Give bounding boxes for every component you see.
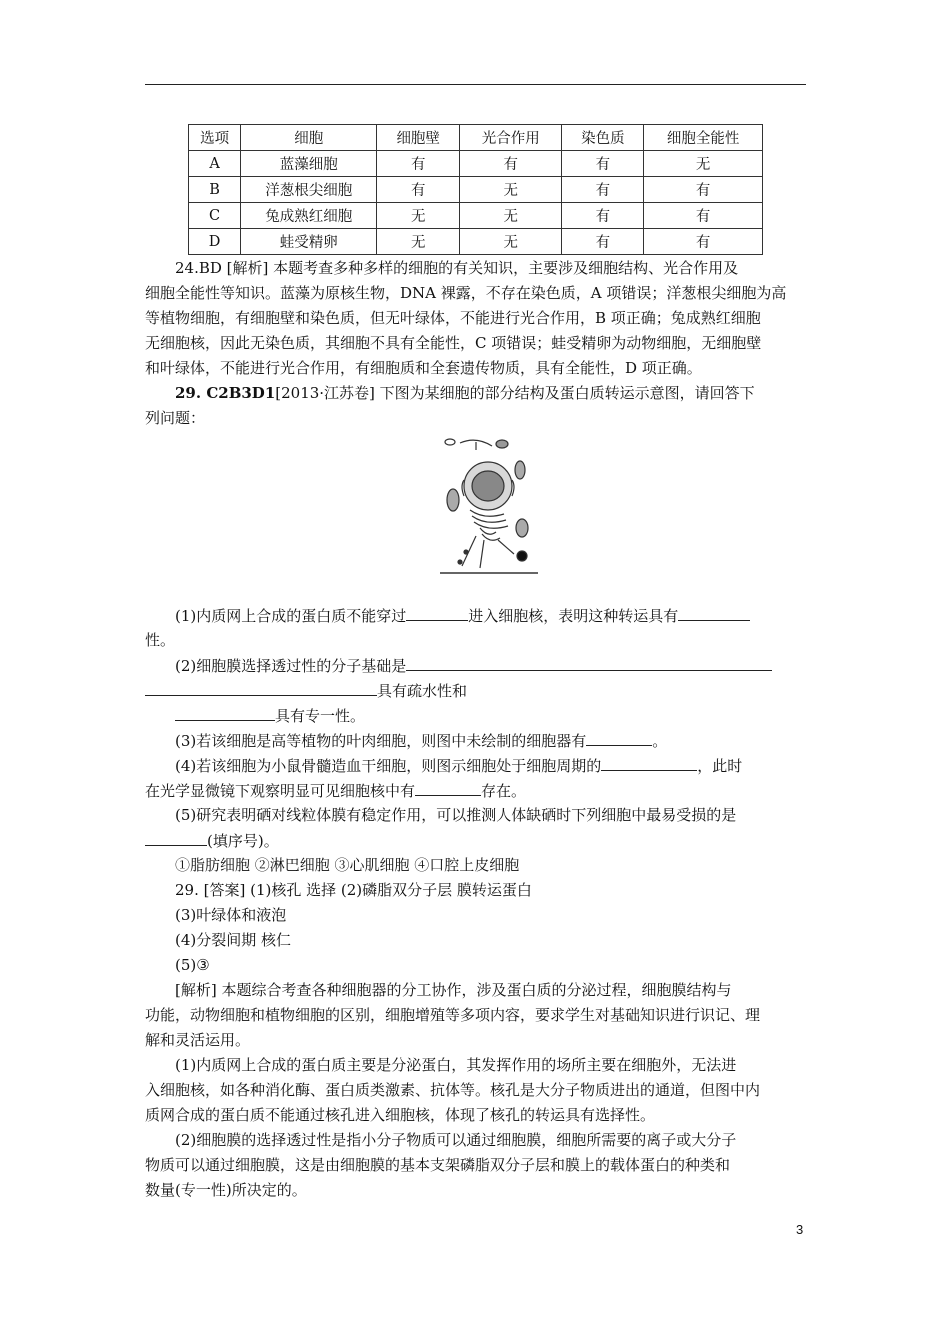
q29-sub4-text-d: 存在。 bbox=[481, 782, 527, 800]
mitochondrion-icon bbox=[447, 489, 459, 511]
q29-sub1-end: 性。 bbox=[145, 631, 176, 649]
table-header-cell: 选项 bbox=[189, 125, 241, 151]
q29-sub2-line2 bbox=[145, 678, 806, 704]
q29-sub4-text-b: ，此时 bbox=[697, 757, 743, 775]
table-cell: 有 bbox=[562, 151, 644, 177]
table-row bbox=[189, 151, 763, 177]
answer-line-4: (4)分裂间期 核仁 bbox=[175, 931, 292, 949]
table-cell: A bbox=[189, 151, 241, 177]
q29-code: 29. C2B3D1 bbox=[175, 384, 276, 402]
vesicle-icon bbox=[464, 550, 468, 554]
mitochondrion-icon bbox=[516, 519, 528, 537]
table-cell: 有 bbox=[460, 151, 562, 177]
q29-sub5: (5)研究表明硒对线粒体膜有稳定作用，可以推测人体缺硒时下列细胞中最易受损的是 bbox=[175, 806, 737, 824]
table-cell: 有 bbox=[644, 203, 763, 229]
answer-blank[interactable] bbox=[145, 828, 207, 846]
table-cell: 无 bbox=[460, 177, 562, 203]
answer-blank[interactable] bbox=[415, 778, 481, 796]
cell-protein-transport-diagram bbox=[440, 436, 538, 576]
q29-sub1-text-a: (1)内质网上合成的蛋白质不能穿过 bbox=[175, 607, 407, 625]
answer-blank[interactable] bbox=[145, 678, 377, 696]
q24-line-1: 24.BD [解析] 本题考查多种多样的细胞的有关知识，主要涉及细胞结构、光合作用及 bbox=[175, 259, 739, 277]
analysis-p1-line-3: 质网合成的蛋白质不能通过核孔进入细胞核，体现了核孔的转运具有选择性。 bbox=[145, 1106, 656, 1124]
table-header-cell: 细胞 bbox=[241, 125, 377, 151]
q29-stem-line-2: 列问题： bbox=[145, 409, 206, 427]
table-header-row bbox=[189, 125, 763, 151]
q29-sub1-text-b: 进入细胞核，表明这种转运具有 bbox=[468, 607, 679, 625]
golgi-apparatus-icon bbox=[470, 510, 508, 528]
comparison-table bbox=[188, 124, 763, 255]
answer-line-1: 29. [答案] (1)核孔 选择 (2)磷脂双分子层 膜转运蛋白 bbox=[175, 881, 532, 899]
analysis-p1-line-1: (1)内质网上合成的蛋白质主要是分泌蛋白，其发挥作用的场所主要在细胞外，无法进 bbox=[175, 1056, 737, 1074]
table-cell: 有 bbox=[562, 203, 644, 229]
table-cell: D bbox=[189, 229, 241, 255]
table-cell: 无 bbox=[460, 229, 562, 255]
table-row bbox=[189, 229, 763, 255]
q24-line-3: 等植物细胞，有细胞壁和染色质，但无叶绿体，不能进行光合作用，B 项正确；兔成熟红细胞 bbox=[145, 309, 761, 327]
table-cell: 无 bbox=[377, 229, 460, 255]
analysis-p2-line-1: (2)细胞膜的选择透过性是指小分子物质可以通过细胞膜，细胞所需要的离子或大分子 bbox=[175, 1131, 737, 1149]
golgi-stack-icon bbox=[480, 528, 500, 540]
q29-sub2-text-c: 具有专一性。 bbox=[275, 707, 366, 725]
q29-sub1 bbox=[145, 603, 806, 629]
table-cell: 蓝藻细胞 bbox=[241, 151, 377, 177]
answer-blank[interactable] bbox=[406, 653, 772, 671]
q29-sub3-end: 。 bbox=[652, 732, 668, 750]
table-cell: 有 bbox=[377, 177, 460, 203]
table-cell: B bbox=[189, 177, 241, 203]
table-row bbox=[189, 177, 763, 203]
secretory-granule-icon bbox=[517, 551, 527, 561]
answer-blank[interactable] bbox=[175, 703, 275, 721]
table-cell: 有 bbox=[644, 177, 763, 203]
analysis-p1-line-2: 入细胞核，如各种消化酶、蛋白质类激素、抗体等。核孔是大分子物质进出的通道，但图中内 bbox=[145, 1081, 761, 1099]
nucleolus-icon bbox=[472, 471, 504, 501]
analysis-line-2: 功能，动物细胞和植物细胞的区别，细胞增殖等多项内容，要求学生对基础知识进行识记、理 bbox=[145, 1006, 761, 1024]
mitochondrion-icon bbox=[515, 461, 525, 479]
analysis-p2-line-3: 数量(专一性)所决定的。 bbox=[145, 1181, 307, 1199]
table-cell: 兔成熟红细胞 bbox=[241, 203, 377, 229]
answer-blank[interactable] bbox=[601, 753, 697, 771]
table-header-cell: 染色质 bbox=[562, 125, 644, 151]
table-cell: C bbox=[189, 203, 241, 229]
q24-line-4: 无细胞核，因此无染色质，其细胞不具有全能性，C 项错误；蛙受精卵为动物细胞，无细胞壁 bbox=[145, 334, 762, 352]
table-cell: 有 bbox=[644, 229, 763, 255]
analysis-line-1: [解析] 本题综合考查各种细胞器的分工协作，涉及蛋白质的分泌过程，细胞膜结构与 bbox=[175, 981, 732, 999]
answer-blank[interactable] bbox=[406, 603, 468, 621]
table-header-cell: 细胞全能性 bbox=[644, 125, 763, 151]
page-number: 3 bbox=[796, 1222, 804, 1237]
q29-sub4-text-c: 在光学显微镜下观察明显可见细胞核中有 bbox=[145, 782, 416, 800]
table-cell: 蛙受精卵 bbox=[241, 229, 377, 255]
q29-sub4 bbox=[145, 753, 806, 779]
table-header-cell: 细胞壁 bbox=[377, 125, 460, 151]
secretion-arrow-icon bbox=[462, 536, 514, 568]
q29-sub3 bbox=[145, 728, 806, 754]
table-cell: 无 bbox=[377, 203, 460, 229]
answer-line-3: (3)叶绿体和液泡 bbox=[175, 906, 287, 924]
table-row bbox=[189, 203, 763, 229]
q29-sub3-text: (3)若该细胞是高等植物的叶肉细胞，则图中未绘制的细胞器有 bbox=[175, 732, 587, 750]
table-cell: 有 bbox=[562, 177, 644, 203]
table-cell: 洋葱根尖细胞 bbox=[241, 177, 377, 203]
q24-line-2: 细胞全能性等知识。蓝藻为原核生物，DNA 裸露，不存在染色质，A 项错误；洋葱根尖细胞为高 bbox=[145, 284, 787, 302]
q29-sub2-text-a: (2)细胞膜选择透过性的分子基础是 bbox=[175, 657, 407, 675]
analysis-p2-line-2: 物质可以通过细胞膜，这是由细胞膜的基本支架磷脂双分子层和膜上的载体蛋白的种类和 bbox=[145, 1156, 731, 1174]
vesicle-icon bbox=[458, 560, 462, 564]
answer-blank[interactable] bbox=[678, 603, 750, 621]
q29-stem bbox=[145, 381, 806, 406]
q29-sub4-text-a: (4)若该细胞为小鼠骨髓造血干细胞，则图示细胞处于细胞周期的 bbox=[175, 757, 602, 775]
table-cell: 有 bbox=[377, 151, 460, 177]
q29-sub2 bbox=[145, 653, 806, 679]
q29-source: [2013·江苏卷] 下图为某细胞的部分结构及蛋白质转运示意图，请回答下 bbox=[275, 384, 755, 402]
q29-options: ①脂肪细胞 ②淋巴细胞 ③心肌细胞 ④口腔上皮细胞 bbox=[175, 856, 520, 874]
answer-blank[interactable] bbox=[586, 728, 652, 746]
analysis-line-3: 解和灵活运用。 bbox=[145, 1031, 251, 1049]
q29-sub2-line3 bbox=[145, 703, 806, 729]
q24-line-5: 和叶绿体，不能进行光合作用，有细胞质和全套遗传物质，具有全能性，D 项正确。 bbox=[145, 359, 702, 377]
table-cell: 无 bbox=[460, 203, 562, 229]
table-header-cell: 光合作用 bbox=[460, 125, 562, 151]
mitochondrion-icon bbox=[496, 440, 508, 448]
table-cell: 有 bbox=[562, 229, 644, 255]
q29-sub4-line2 bbox=[145, 778, 806, 804]
header-rule bbox=[145, 84, 806, 85]
vesicle-icon bbox=[445, 439, 455, 445]
q29-sub5-line2 bbox=[145, 828, 806, 854]
q29-sub5-text-b: (填序号)。 bbox=[207, 832, 279, 850]
answer-line-5: (5)③ bbox=[175, 956, 210, 974]
q29-sub2-text-b: 具有疏水性和 bbox=[377, 682, 468, 700]
table-cell: 无 bbox=[644, 151, 763, 177]
